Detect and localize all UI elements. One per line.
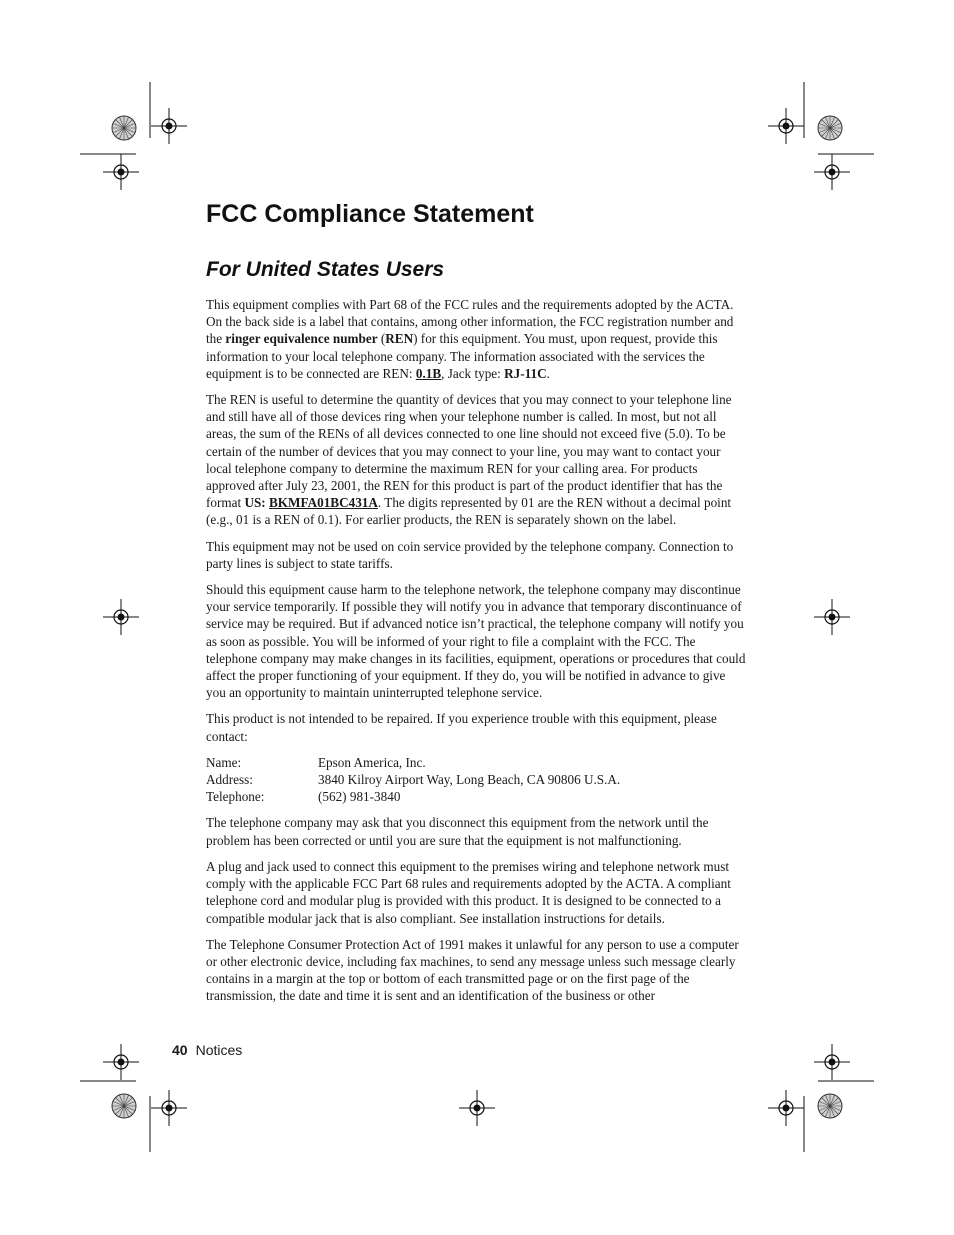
document-body — [206, 296, 748, 1014]
ren-value: 0.1B — [415, 365, 442, 381]
paragraph-repair: This product is not intended to be repaired. If you experience trouble with this equipment, please contact: — [206, 711, 717, 744]
paragraph-ren-usage: The REN is useful to determine the quantity of devices that you may connect to your telephone line and still have all of those devices ring when your telephone number is called. In most, but not all areas, the sum of the RENs of all devices connected to one line should not exceed five (5.0). To be certain of the number of devices that you may connect to your line, you may want to contact your local telephone company to determine the maximum REN for your calling area. For products approved after July 23, 2001, the REN for this product is part of the product identifier that has the format US: BKMFA01BC431A. The digits represented by 01 are the REN without a decimal point (e.g., 01 is a REN of 0.1). For earlier products, the REN is separately shown on the label. — [206, 392, 732, 528]
registration-mark-icon — [814, 599, 850, 635]
color-target-icon — [112, 1094, 136, 1118]
paragraph-disconnect: The telephone company may ask that you disconnect this equipment from the network until the problem has been corrected or until you are sure that the equipment is not malfunctioning. — [206, 815, 709, 848]
registration-mark-icon — [103, 154, 139, 190]
jack-type: RJ-11C — [504, 365, 547, 381]
paragraph-tcpa: The Telephone Consumer Protection Act of 1991 makes it unlawful for any person to use a computer or other electronic device, including fax machines, to send any message unless such message clearly contains in a margin at the top or bottom of each transmitted page or on the first page of the transmission, the date and time it is sent and an identification of the business or other — [206, 936, 739, 1004]
registration-mark-icon — [768, 1090, 804, 1126]
contact-row: Address: 3840 Kilroy Airport Way, Long Beach, CA 90806 U.S.A. — [206, 772, 621, 788]
registration-mark-icon — [768, 108, 804, 144]
registration-mark-icon — [814, 154, 850, 190]
color-target-icon — [818, 116, 842, 140]
page-footer — [172, 1042, 242, 1058]
contact-row: Name: Epson America, Inc. — [206, 754, 426, 770]
page-title: FCC Compliance Statement — [206, 200, 534, 228]
page-number: 40 — [172, 1042, 188, 1058]
section-name: Notices — [195, 1042, 243, 1058]
contact-table — [206, 754, 748, 806]
registration-mark-icon — [459, 1090, 495, 1126]
section-subtitle: For United States Users — [206, 258, 445, 281]
registration-mark-icon — [151, 1090, 187, 1126]
paragraph-network-harm: Should this equipment cause harm to the telephone network, the telephone company may discontinue your service temporarily. If possible they will notify you in advance that temporary discontinuance of service may be required. But if advanced notice isn’t practical, the telephone company will notify you as soon as possible. You will be informed of your right to file a complaint with the FCC. The telephone company may make changes in its facilities, equipment, operations or procedures that could affect the proper functioning of your equipment. If they do, you will be notified in advance to give you an opportunity to maintain uninterrupted telephone service. — [206, 582, 746, 701]
paragraph-coin-service: This equipment may not be used on coin service provided by the telephone company. Connection to party lines is subject to state tariffs. — [206, 538, 734, 571]
product-identifier: BKMFA01BC431A — [269, 495, 378, 511]
paragraph-ren-label: This equipment complies with Part 68 of the FCC rules and the requirements adopted by the ACTA. On the back side is a label that contains, among other information, the FCC registration number and the ringer equivalence number (REN) for this equipment. You must, upon request, provide this information to your local telephone company. The information associated with the services the equipment is to be connected are REN: 0.1B, Jack type: RJ-11C. — [206, 297, 734, 381]
registration-mark-icon — [103, 599, 139, 635]
contact-row: Telephone: (562) 981-3840 — [206, 789, 401, 805]
registration-mark-icon — [151, 108, 187, 144]
paragraph-plug-jack: A plug and jack used to connect this equipment to the premises wiring and telephone network must comply with the applicable FCC Part 68 rules and requirements adopted by the ACTA. A compliant telephone cord and modular plug is provided with this product. It is designed to be connected to a compatible modular jack that is also compliant. See installation instructions for details. — [206, 858, 731, 926]
registration-mark-icon — [103, 1044, 139, 1080]
color-target-icon — [818, 1094, 842, 1118]
registration-mark-icon — [814, 1044, 850, 1080]
color-target-icon — [112, 116, 136, 140]
